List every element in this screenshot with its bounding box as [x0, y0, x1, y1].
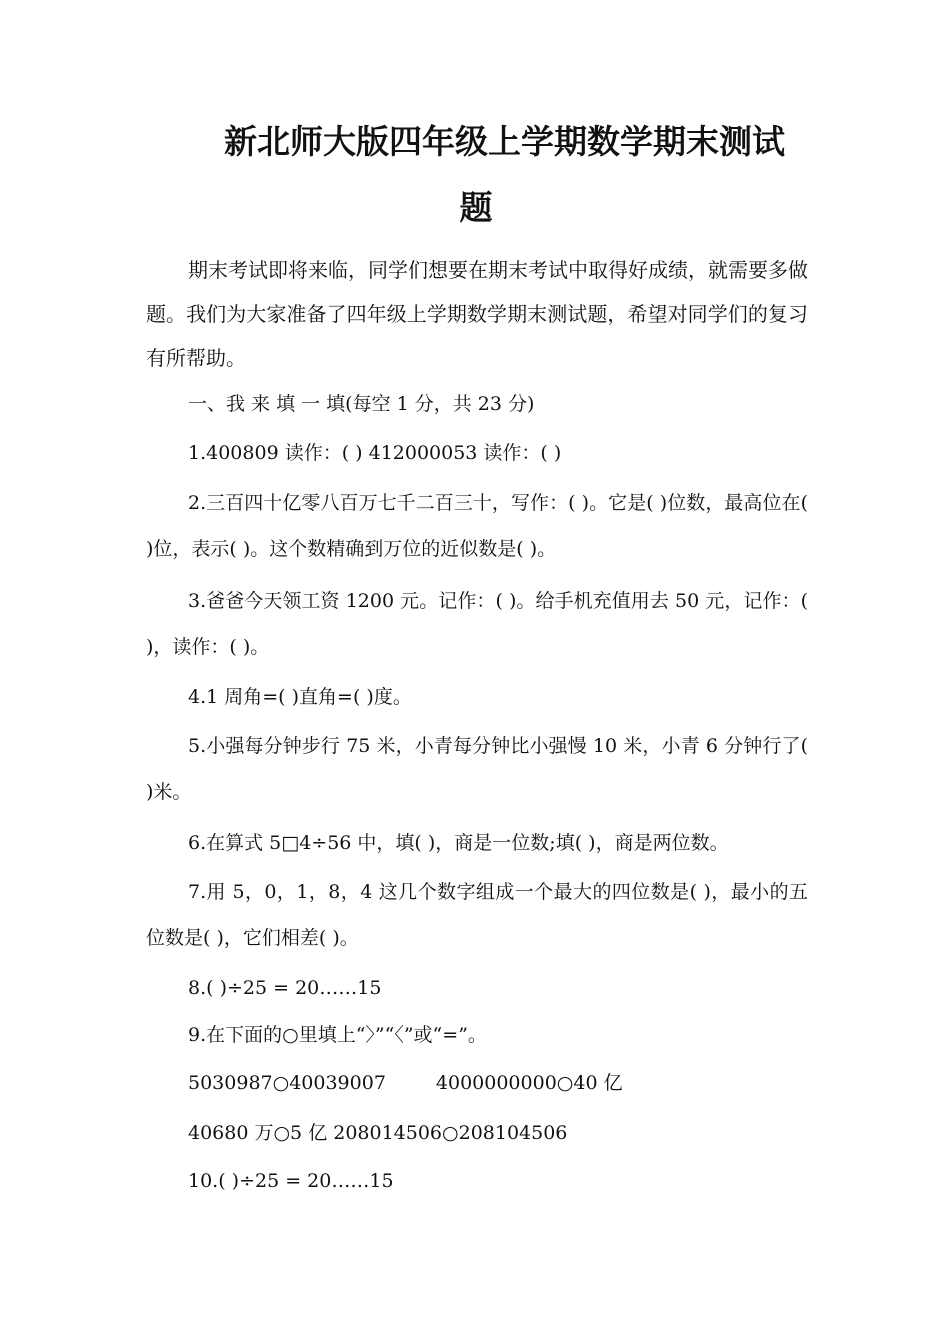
question-2: 2.三百四十亿零八百万七千二百三十，写作：( )。它是( )位数，最高位在( )位，表示( )。这个数精确到万位的近似数是( )。 — [146, 492, 808, 560]
document-title-line-2: 题 — [459, 188, 493, 227]
question-5: 5.小强每分钟步行 75 米，小青每分钟比小强慢 10 米，小青 6 分钟行了( )米。 — [146, 735, 808, 803]
question-3: 3.爸爸今天领工资 1200 元。记作：( )。给手机充值用去 50 元，记作：( )，读作：( )。 — [146, 590, 808, 658]
question-9: 9.在下面的○里填上“〉”“〈”或“=”。 — [188, 1024, 487, 1046]
question-9-row-2: 40680 万○5 亿 208014506○208104506 — [188, 1122, 568, 1144]
question-4: 4.1 周角=( )直角=( )度。 — [188, 686, 412, 708]
question-10: 10.( )÷25 = 20……15 — [188, 1170, 394, 1192]
question-1: 1.400809 读作：( ) 412000053 读作：( ) — [188, 442, 562, 464]
document-title-line-1: 新北师大版四年级上学期数学期末测试 — [224, 122, 785, 161]
question-8: 8.( )÷25 = 20……15 — [188, 977, 382, 999]
question-6: 6.在算式 5□4÷56 中，填( )，商是一位数;填( )，商是两位数。 — [188, 832, 729, 854]
question-9-row-1 — [188, 1068, 623, 1098]
question-9-row-1-right: 4000000000○40 亿 — [435, 1072, 623, 1094]
section-heading: 一、我 来 填 一 填(每空 1 分，共 23 分) — [188, 393, 535, 415]
question-7: 7.用 5，0，1，8，4 这几个数字组成一个最大的四位数是( )，最小的五位数是( )，它们相差( )。 — [146, 881, 808, 949]
question-9-row-1-left: 5030987○40039007 — [188, 1072, 386, 1094]
intro-paragraph: 期末考试即将来临，同学们想要在期末考试中取得好成绩，就需要多做题。我们为大家准备了四年级上学期数学期末测试题，希望对同学们的复习有所帮助。 — [146, 258, 808, 370]
